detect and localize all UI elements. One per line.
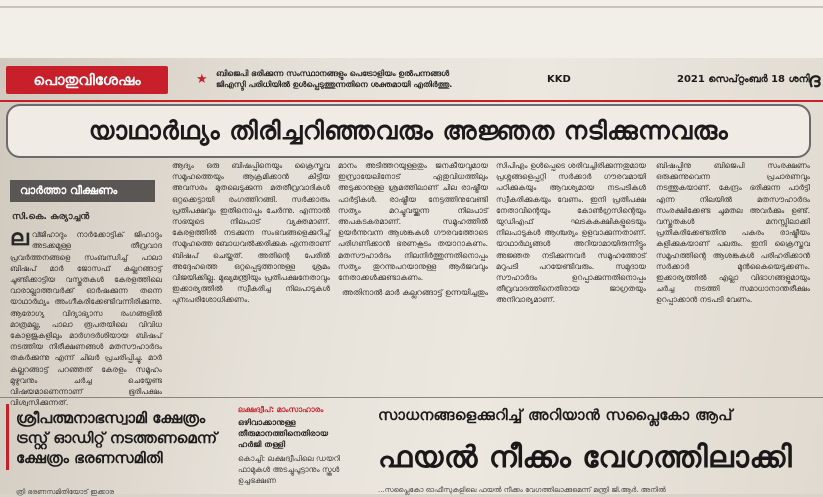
lakshadweep-tag: ലക്ഷദ്വീപ്: മാംസാഹാരം — [238, 405, 324, 414]
article-column-1 — [10, 160, 162, 408]
section-label: പൊതുവിശേഷം — [6, 66, 168, 94]
article-column-2: ആദ്യം ഒരു ബിഷപ്പിനെയും ക്രൈസ്തവ സമൂഹത്തെയും ആക്രമിക്കാൻ കിട്ടിയ അവസരം മുതലെടുക്കുന്ന മതതീവ്രവാദികൾ ഒറ്റക്കെട്ടായി രംഗത്തിറങ്ങി. സർക്കാരും പ്രതിപക്ഷവും ഇതിനൊപ്പം ചേർന്നു. എന്നാൽ സഭയുടെ നിലപാട് വ്യക്തമാണ്. കേരളത്തിൽ നടക്കുന്ന സംഭവങ്ങളെക്കുറിച്ച് സമൂഹത്തെ ബോധവൽക്കരിക്കുക എന്നതാണ് ബിഷപ് ചെയ്തത്. അതിന്റെ പേരിൽ അദ്ദേഹത്തെ ഒറ്റപ്പെടുത്താനുള്ള ശ്രമം വിജയിക്കില്ല. മുഖ്യമന്ത്രിയും പ്രതിപക്ഷനേതാവും ഇക്കാര്യത്തിൽ സ്വീകരിച്ച നിലപാടുകൾ പുനഃപരിശോധിക്കണം. — [172, 161, 330, 305]
bottom-divider — [0, 397, 823, 398]
temple-headline: ശ്രീപത്മനാഭസ്വാമി ക്ഷേത്രം ട്രസ്റ്റ് ഓഡിറ്റ് നടത്തണമെന്ന് ക്ഷേത്രം ഭരണസമിതി — [16, 409, 218, 467]
strip-rule — [0, 6, 823, 8]
article-column-4: സിപിഎം ഉൾപ്പെടെ ശരിവച്ചിരിക്കുന്നതുമായ പ്രശ്നങ്ങളെപ്പറ്റി സർക്കാർ ഗൗരവമായി പഠിക്കുകയും ആവശ്യമായ നടപടികൾ സ്വീകരിക്കുകയും വേണം. ഇനി പ്രതിപക്ഷ നേതാവിന്റെയും കോൺഗ്രസിന്റെയും യുഡിഎഫ് ഘടകകക്ഷികളുടെയും നിലപാടുകൾ ആശ്ചര്യം ഉളവാക്കുന്നതാണ്. യാഥാർഥ്യങ്ങൾ അറിയാമായിരുന്നിട്ടും അജ്ഞത നടിക്കുന്നവർ സമൂഹത്തോട് മറുപടി പറയേണ്ടിവരും. സമുദായ സൗഹാർദം ഉറപ്പാക്കുന്നതിനൊപ്പം തീവ്രവാദത്തിനെതിരായ ജാഗ്രതയും അനിവാര്യമാണ്. — [496, 161, 646, 305]
temple-foot-text: ത്രി ഭരണസമിതിയോട് ഇക്കാര — [16, 488, 115, 496]
brief-accent-bar — [6, 404, 9, 470]
date-label: 2021 സെപ്റ്റംബർ 18 ശനി — [677, 74, 810, 85]
header-divider — [0, 100, 823, 102]
lakshadweep-brief — [238, 404, 352, 494]
article-column-3 — [338, 160, 488, 392]
feature-foot-text: ...സപ്ലൈകോ ഓഫീസുകളിലെ ഫയൽ നീക്കം വേഗത്തിലാക്കുമെന്ന് മന്ത്രി ജി.ആർ. അനിൽ — [378, 486, 666, 494]
supplyco-feature — [366, 404, 806, 494]
feature-headline: ഫയൽ നീക്കം വേഗത്തിലാക്കി — [378, 440, 793, 475]
previous-page-strip — [0, 0, 823, 58]
column-1-text: വ്ജിഹാദും നാർക്കോട്ടിക് ജിഹാദും അടക്കമുള്ള തീവ്രവാദ പ്രവർത്തനങ്ങളെ സംബന്ധിച്ച് പാലാ ബിഷപ് മാർ ജോസഫ് കല്ലറങ്ങാട്ട് ചൂണ്ടിക്കാട്ടിയ വസ്തുതകൾ കേരളത്തിലെ വാരാല്ലാത്തവർക്ക് ഓർഷക്കുന്ന തന്നെ യാഥാർഥ്യം അംഗീകരിക്കേണ്ടിവന്നിരിക്കുന്നു. ആരോഗ്യ വിദ്യാഭ്യാസ രംഗങ്ങളിൽ മാത്രമല്ല, പാലാ രൂപതയിലെ വിവിധ കോളജുകളിലും മാർഗദർശിയായ ബിഷപ് നടത്തിയ നിരീക്ഷണങ്ങൾ മതസൗഹാർദം തകർക്കുന്നു എന്ന് ചിലർ പ്രചരിപ്പിച്ചു. മാർ കല്ലറങ്ങാട്ട് പറഞ്ഞത് കേരളം സമൂഹം മുഴുവനും ചർച്ച ചെയ്യേണ്ട വിഷയമാണെന്നാണ് ഭൂരിപക്ഷം വിശ്വസിക്കുന്നത്. — [10, 230, 162, 408]
article-kicker: വാർത്താ വീക്ഷണം — [10, 180, 155, 202]
headline-box — [6, 104, 811, 158]
masthead-logo-fragment: ദ — [808, 68, 821, 92]
star-icon: ★ — [196, 72, 208, 87]
column-3-closing: അതിനാൽ മാർ കല്ലറങ്ങാട്ട് ഉന്നയിച്ചതും — [342, 288, 488, 298]
temple-brief — [6, 404, 224, 496]
byline: സി.കെ. കുര്യാച്ചൻ — [12, 212, 90, 222]
page-header — [0, 60, 823, 100]
feature-subhead: സാധനങ്ങളെക്കുറിച്ച് അറിയാൻ സപ്ലൈകോ ആപ് — [378, 406, 733, 424]
main-article — [10, 160, 813, 408]
main-headline: യാഥാർഥ്യം തിരിച്ചറിഞ്ഞവരും അജ്ഞത നടിക്കുന്നവരും — [88, 116, 729, 145]
ticker-text: ബിജെപി ഭരിക്കുന്ന സംസ്ഥാനങ്ങളും പെട്രോളിയം ഉൽപന്നങ്ങൾ ജിഎസ്ടി പരിധിയിൽ ഉൾപ്പെടുത്തുന്നതിനെ ശക്തമായി എതിർത്തു. — [216, 69, 453, 89]
lakshadweep-text: കൊച്ചി: ലക്ഷദ്വീപിലെ ഡയറി ഫാമുകൾ അടച്ചുപൂട്ടാനും സ്കൂൾ ഉച്ചഭക്ഷണ — [238, 454, 340, 485]
lakshadweep-headline: ഒഴിവാക്കാനുള്ള തീരുമാനത്തിനെതിരായ ഹർജി തള്ളി — [238, 417, 329, 449]
column-3-text: മാനം അടിത്തറയുള്ളതും ജനകീയവുമായ ഇസ്രായേലിനോട് ഏതുവിധത്തിലും അടുക്കാനുള്ള ശ്രമത്തിലാണ് ചില രാഷ്ട്രീയ പാർട്ടികൾ. രാഷ്ട്രീയ നേട്ടത്തിനുവേണ്ടി സത്യം മറച്ചുവയ്ക്കുന്ന നിലപാട് അപകടകരമാണ്. സമൂഹത്തിൽ ഉയർന്നുവന്ന ആശങ്കകൾ ഗൗരവത്തോടെ പരിഗണിക്കാൻ ഭരണകൂടം തയാറാകണം. മതസൗഹാർദം നിലനിർത്തുന്നതിനൊപ്പം സത്യം തുറന്നുപറയാനുള്ള ആർജവവും നേതാക്കൾക്കുണ്ടാകണം. — [338, 161, 488, 283]
article-column-5: ബിഷപ്പിനു ബിജെപി സംരക്ഷണം ഒരുക്കുന്നുവെന്ന പ്രചാരണവും നടത്തുകയാണ്. കേന്ദ്രം ഭരിക്കുന്ന പാർട്ടി എന്ന നിലയിൽ മതസൗഹാർദം സംരക്ഷിക്കേണ്ട ചുമതല അവർക്കും ഉണ്ട്. വസ്തുതകൾ മനസ്സിലാക്കി പ്രതികരിക്കേണ്ടതിനു പകരം രാഷ്ട്രീയം കളിക്കുകയാണ് പലരും. ഇനി ക്രൈസ്തവ സമൂഹത്തിന്റെ ആശങ്കകൾ പരിഹരിക്കാൻ സർക്കാർ മുൻകൈയെടുക്കണം. ഇക്കാര്യത്തിൽ എല്ലാ വിഭാഗങ്ങളുമായും ചർച്ച നടത്തി സമാധാനാന്തരീക്ഷം ഉറപ്പാക്കാൻ നടപടി വേണം. — [656, 161, 810, 305]
edition-label: KKD — [547, 74, 571, 85]
drop-cap: ല — [10, 226, 29, 252]
